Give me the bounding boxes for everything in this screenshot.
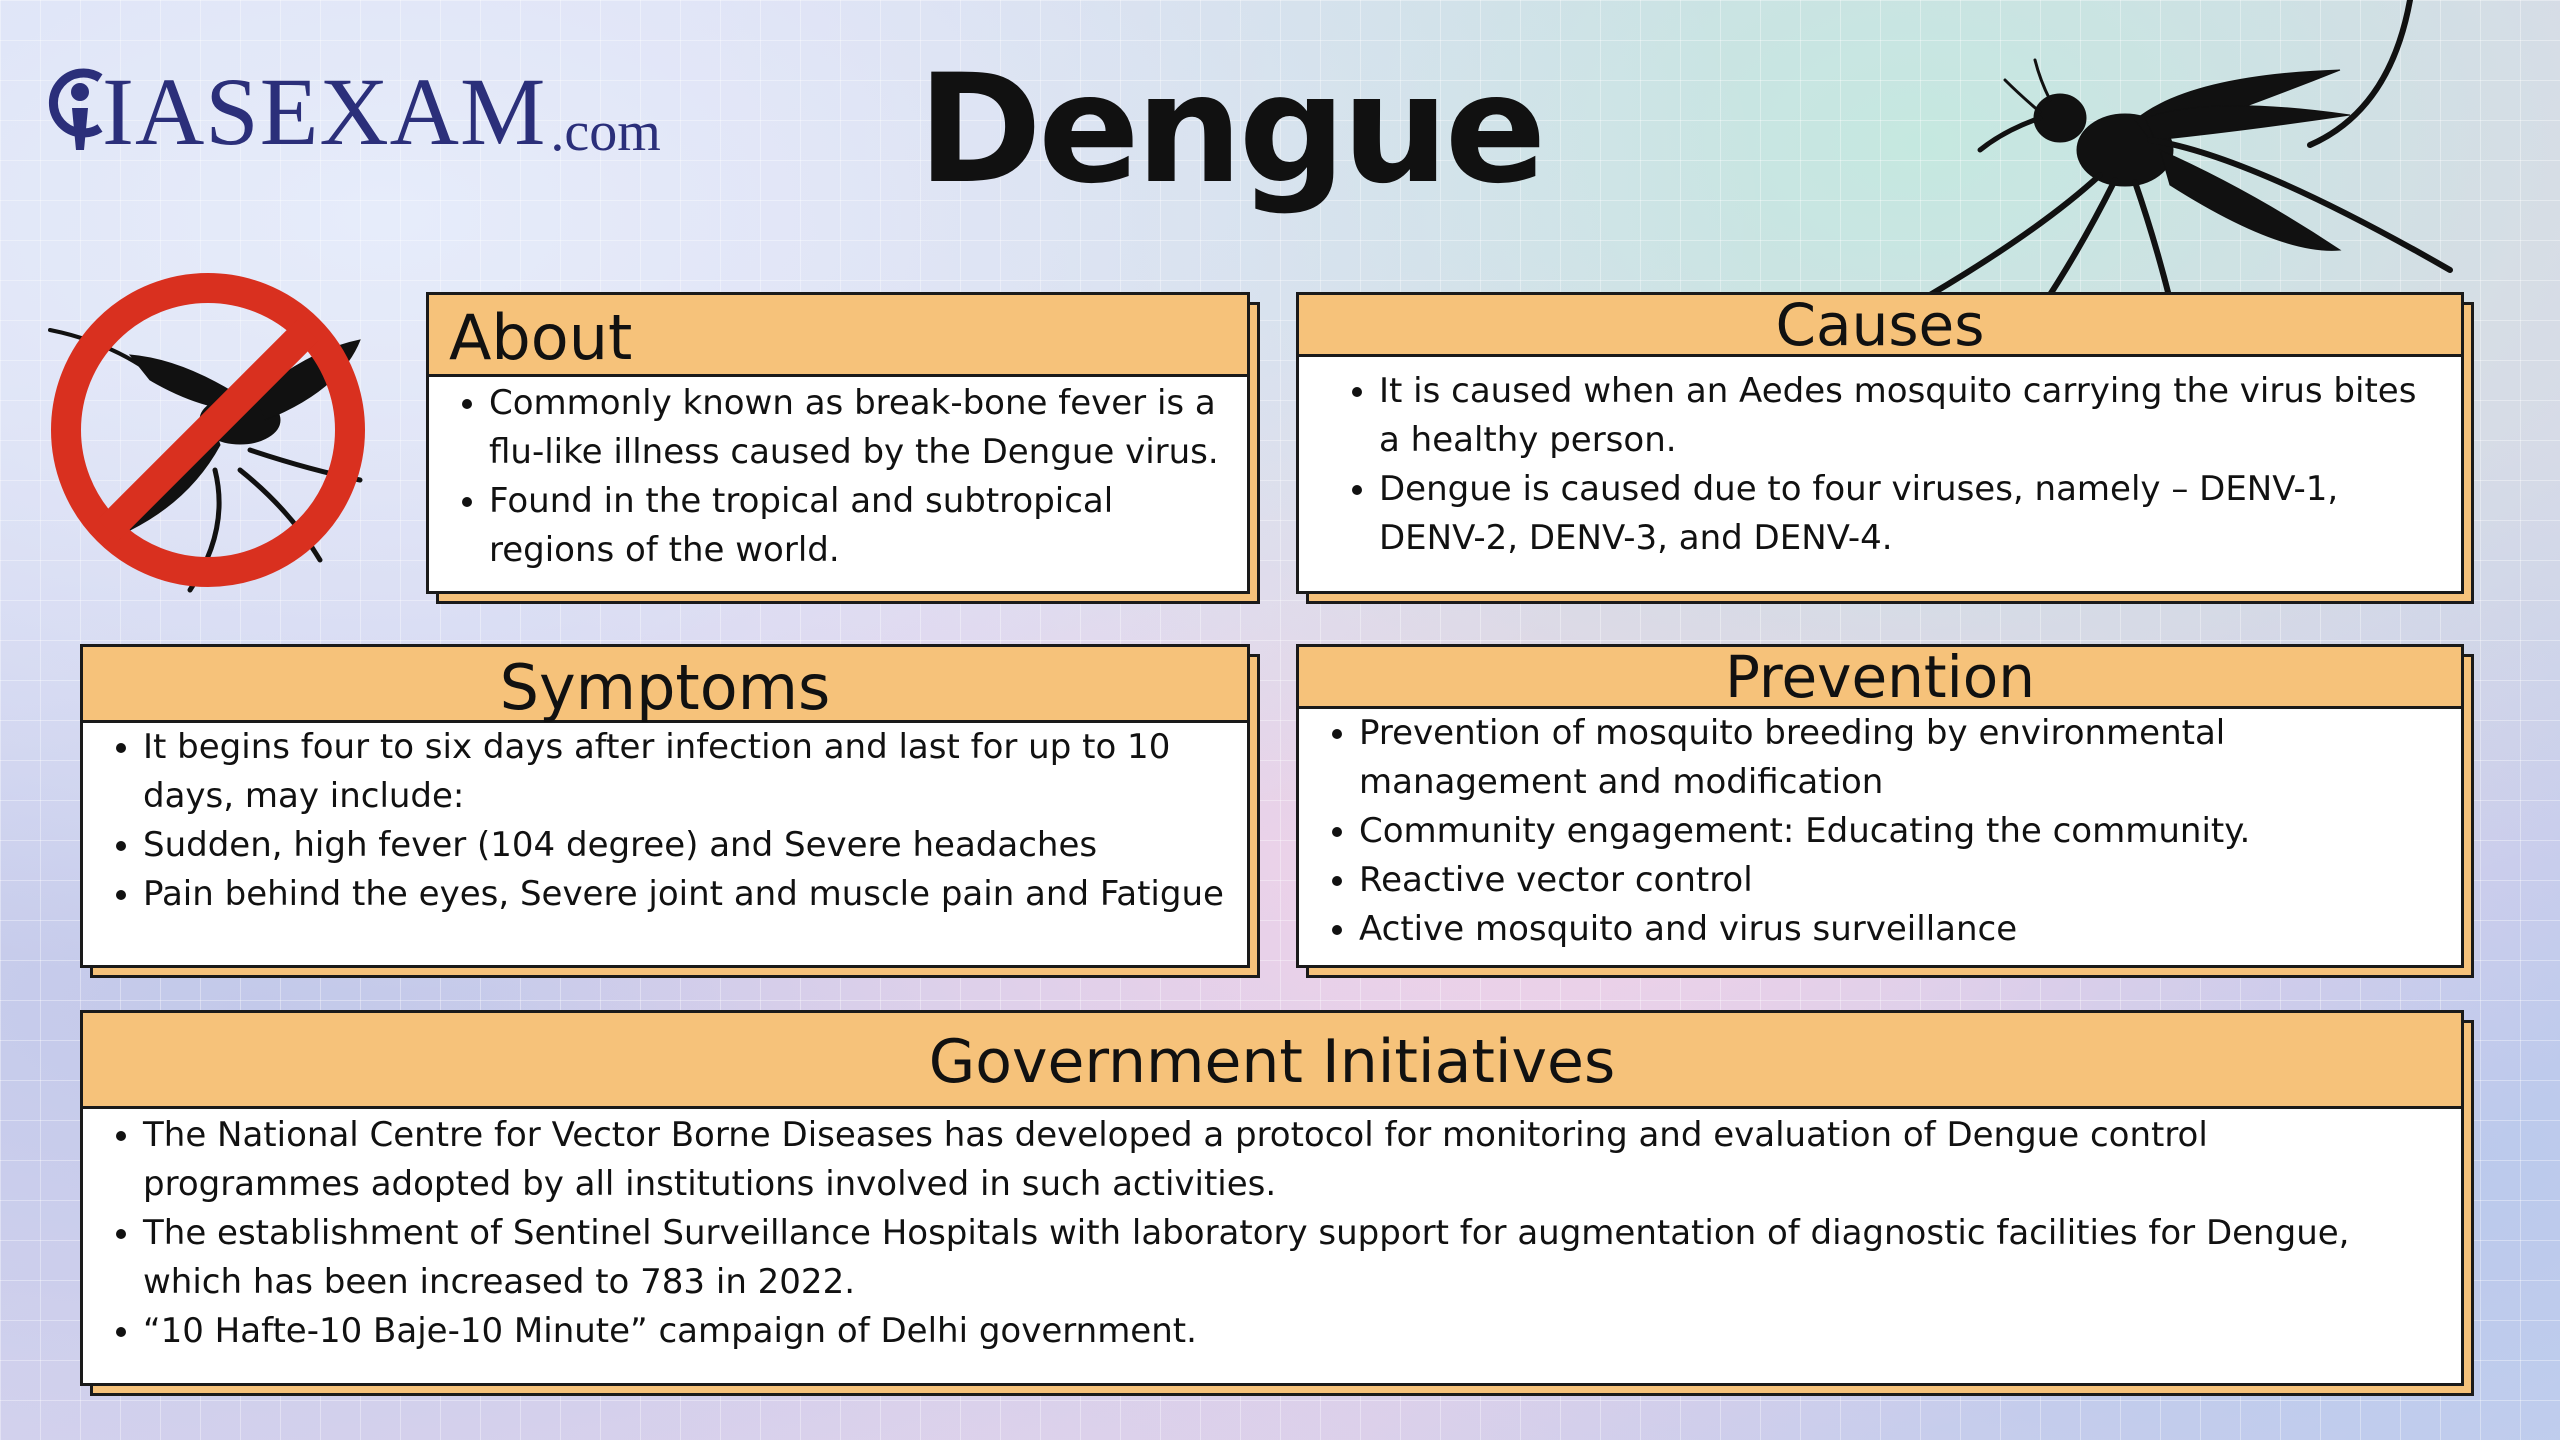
about-card: [426, 292, 1250, 594]
page-title: Dengue: [917, 43, 1543, 217]
about-heading: About: [429, 295, 1247, 377]
government-card: [80, 1010, 2464, 1386]
list-item: • Sudden, high fever (104 degree) and Severe headaches: [143, 821, 1227, 870]
list-item: • Dengue is caused due to four viruses, namely – DENV-1, DENV-2, DENV-3, and DENV-4.: [1379, 465, 2441, 563]
list-item: • The National Centre for Vector Borne Diseases has developed a protocol for monitoring and evaluation of Dengue control programmes adopted by all institutions involved in such activities.: [143, 1111, 2431, 1209]
causes-heading: Causes: [1299, 295, 2461, 357]
symptoms-card: [80, 644, 1250, 968]
causes-card: [1296, 292, 2464, 594]
list-item: • Commonly known as break-bone fever is a flu-like illness caused by the Dengue virus.: [489, 379, 1239, 477]
list-item: • It begins four to six days after infection and last for up to 10 days, may include:: [143, 723, 1227, 821]
site-logo[interactable]: [42, 50, 661, 165]
list-item: • The establishment of Sentinel Surveillance Hospitals with laboratory support for augmentation of diagnostic facilities for Dengue, which has been increased to 783 in 2022.: [143, 1209, 2431, 1307]
list-item: • Found in the tropical and subtropical regions of the world.: [489, 477, 1239, 575]
prevention-heading: Prevention: [1299, 647, 2461, 709]
mosquito-icon: [1920, 0, 2480, 330]
government-heading: Government Initiatives: [83, 1013, 2461, 1109]
logo-person-icon: [42, 58, 112, 158]
logo-text: IASEXAM: [102, 58, 547, 165]
list-item: • “10 Hafte-10 Baje-10 Minute” campaign of Delhi government.: [143, 1307, 2431, 1356]
prevention-card: [1296, 644, 2464, 968]
symptoms-heading: Symptoms: [83, 647, 1247, 723]
list-item: • It is caused when an Aedes mosquito carrying the virus bites a healthy person.: [1379, 367, 2441, 465]
logo-suffix: .com: [550, 101, 661, 163]
list-item: • Active mosquito and virus surveillance: [1359, 905, 2441, 954]
list-item: • Community engagement: Educating the community.: [1359, 807, 2441, 856]
no-mosquito-icon: [40, 270, 380, 600]
list-item: • Reactive vector control: [1359, 856, 2441, 905]
list-item: • Prevention of mosquito breeding by environmental management and modification: [1359, 709, 2441, 807]
list-item: • Pain behind the eyes, Severe joint and muscle pain and Fatigue: [143, 870, 1227, 919]
